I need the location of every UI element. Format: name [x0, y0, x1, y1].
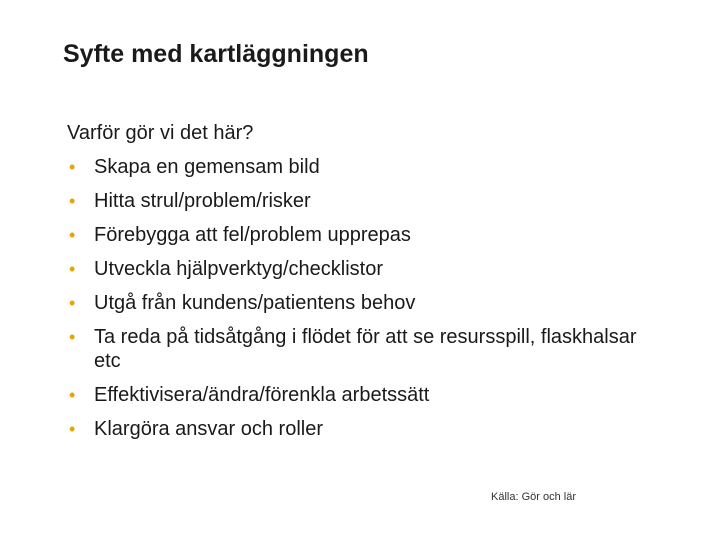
list-item-text: Förebygga att fel/problem upprepas: [94, 224, 411, 246]
bullet-icon: •: [69, 327, 76, 347]
slide-content: [67, 116, 667, 446]
bullet-icon: •: [69, 419, 76, 439]
list-item: [67, 378, 667, 412]
source-citation: Källa: Gör och lär: [491, 491, 576, 503]
list-item: [67, 150, 667, 184]
bullet-icon: •: [69, 225, 76, 245]
bullet-icon: •: [69, 293, 76, 313]
bullet-icon: •: [69, 385, 76, 405]
list-item: [67, 286, 667, 320]
list-item-text: Utgå från kundens/patientens behov: [94, 292, 416, 314]
list-item: [67, 218, 667, 252]
list-item: [67, 320, 667, 378]
list-item-text: Hitta strul/problem/risker: [94, 190, 311, 212]
list-item: [67, 252, 667, 286]
bullet-list: [67, 150, 667, 446]
list-item: [67, 412, 667, 446]
list-item-text: Ta reda på tidsåtgång i flödet för att se resursspill, flaskhalsar etc: [94, 326, 637, 372]
slide-title: Syfte med kartläggningen: [63, 40, 369, 68]
question-heading: Varför gör vi det här?: [67, 122, 254, 144]
list-item-text: Klargöra ansvar och roller: [94, 418, 323, 440]
list-item-text: Utveckla hjälpverktyg/checklistor: [94, 258, 383, 280]
bullet-icon: •: [69, 191, 76, 211]
list-item: [67, 184, 667, 218]
bullet-icon: •: [69, 259, 76, 279]
bullet-icon: •: [69, 157, 76, 177]
list-item-text: Skapa en gemensam bild: [94, 156, 320, 178]
list-item-text: Effektivisera/ändra/förenkla arbetssätt: [94, 384, 430, 406]
